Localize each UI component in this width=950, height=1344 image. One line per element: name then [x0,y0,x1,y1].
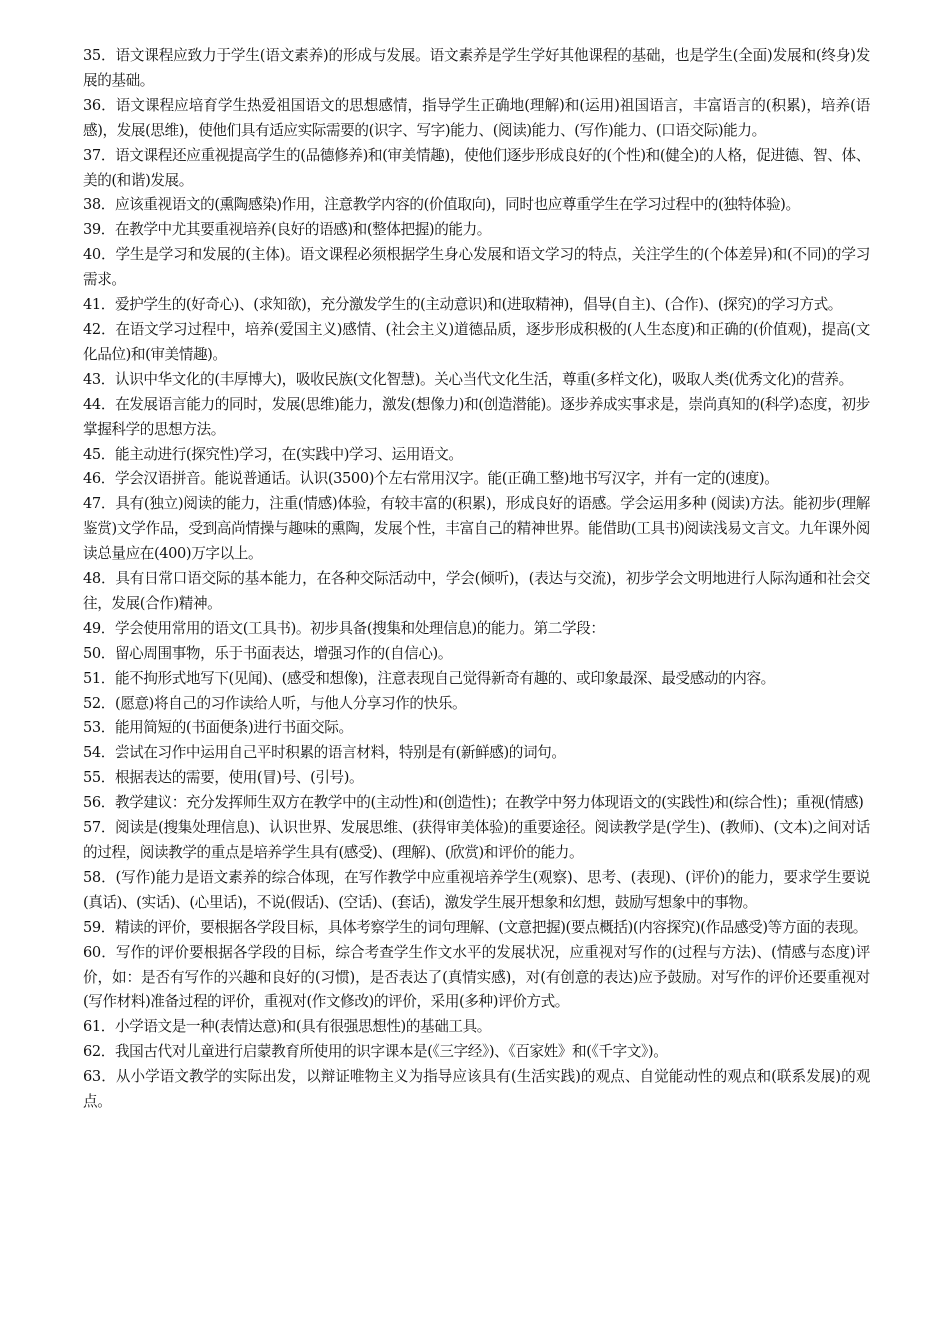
paragraph-43: 43．认识中华文化的(丰厚博大)，吸收民族(文化智慧)。关心当代文化生活，尊重(多样文化)，吸取人类(优秀文化)的营养。 [83,370,853,388]
paragraph-42: 42．在语文学习过程中，培养(爱国主义)感情、(社会主义)道德品质，逐步形成积极的(人生态度)和正确的(价值观)，提高(文化品位)和(审美情趣)。 [83,320,870,363]
paragraph-50: 50．留心周围事物，乐于书面表达，增强习作的(自信心)。 [83,644,453,662]
paragraph-49: 49．学会使用常用的语文(工具书)。初步具备(搜集和处理信息)的能力。第二学段： [83,619,605,637]
paragraph-40: 40．学生是学习和发展的(主体)。语文课程必须根据学生身心发展和语文学习的特点，关注学生的(个体差异)和(不同)的学习需求。 [83,246,870,289]
document-page [83,44,870,1115]
paragraph-47: 47．具有(独立)阅读的能力，注重(情感)体验，有较丰富的(积累)，形成良好的语感。学会运用多种 (阅读)方法。能初步(理解鉴赏)文学作品，受到高尚情操与趣味的熏陶，发展个性，丰富自己的精神世界。能借助(工具书)阅读浅易文言文。九年课外阅读总量应在(400)万字以上。 [83,495,870,563]
paragraph-61: 61．小学语文是一种(表情达意)和(具有很强思想性)的基础工具。 [83,1018,491,1036]
paragraph-45: 45．能主动进行(探究性)学习，在(实践中)学习、运用语文。 [83,445,463,463]
paragraph-63: 63．从小学语文教学的实际出发，以辩证唯物主义为指导应该具有(生活实践)的观点、自觉能动性的观点和(联系发展)的观点。 [83,1068,870,1111]
paragraph-59: 59．精读的评价，要根据各学段目标，具体考察学生的词句理解、(文意把握)(要点概括)(内容探究)(作品感受)等方面的表现。 [83,918,868,936]
paragraph-36: 36．语文课程应培育学生热爱祖国语文的思想感情，指导学生正确地(理解)和(运用)祖国语言，丰富语言的(积累)，培养(语感)，发展(思维)，使他们具有适应实际需要的(识字、写字)能力、(阅读)能力、(写作)能力、(口语交际)能力。 [83,96,870,139]
paragraph-41: 41．爱护学生的(好奇心)、(求知欲)，充分激发学生的(主动意识)和(进取精神)，倡导(自主)、(合作)、(探究)的学习方式。 [83,296,842,314]
paragraph-38: 38．应该重视语文的(熏陶感染)作用，注意教学内容的(价值取向)，同时也应尊重学生在学习过程中的(独特体验)。 [83,196,800,214]
paragraph-35: 35．语文课程应致力于学生(语文素养)的形成与发展。语文素养是学生学好其他课程的基础，也是学生(全面)发展和(终身)发展的基础。 [83,47,870,89]
paragraph-54: 54．尝试在习作中运用自己平时积累的语言材料，特别是有(新鲜感)的词句。 [83,744,566,762]
paragraph-60: 60．写作的评价要根据各学段的目标，综合考查学生作文水平的发展状况，应重视对写作的(过程与方法)、(情感与态度)评价，如：是否有写作的兴趣和良好的(习惯)，是否表达了(真情实感)，对(有创意的表达)应予鼓励。对写作的评价还要重视对(写作材料)准备过程的评价，重视对(作文修改)的评价，采用(多种)评价方式。 [83,943,870,1011]
paragraph-37: 37．语文课程还应重视提高学生的(品德修养)和(审美情趣)，使他们逐步形成良好的(个性)和(健全)的人格，促进德、智、体、美的(和谐)发展。 [83,146,870,189]
paragraph-44: 44．在发展语言能力的同时，发展(思维)能力，激发(想像力)和(创造潜能)。逐步养成实事求是，崇尚真知的(科学)态度，初步掌握科学的思想方法。 [83,395,870,438]
paragraph-46: 46．学会汉语拼音。能说普通话。认识(3500)个左右常用汉字。能(正确工整)地书写汉字，并有一定的(速度)。 [83,470,779,488]
paragraph-52: 52．(愿意)将自己的习作读给人听，与他人分享习作的快乐。 [83,694,467,712]
paragraph-48: 48．具有日常口语交际的基本能力，在各种交际活动中，学会(倾听)，(表达与交流)，初步学会文明地进行人际沟通和社会交往，发展(合作)精神。 [83,570,870,612]
paragraph-55: 55．根据表达的需要，使用(冒)号、(引号)。 [83,769,364,787]
paragraph-56: 56．教学建议：充分发挥师生双方在教学中的(主动性)和(创造性)；在教学中努力体现语文的(实践性)和(综合性)；重视(情感) [83,794,864,812]
paragraph-53: 53．能用简短的(书面便条)进行书面交际。 [83,719,353,737]
paragraph-57: 57．阅读是(搜集处理信息)、认识世界、发展思维、(获得审美体验)的重要途径。阅读教学是(学生)、(教师)、(文本)之间对话的过程，阅读教学的重点是培养学生具有(感受)、(理解)、(欣赏)和评价的能力。 [83,819,870,861]
paragraph-39: 39．在教学中尤其要重视培养(良好的语感)和(整体把握)的能力。 [83,221,491,239]
paragraph-51: 51．能不拘形式地写下(见闻)、(感受和想像)，注意表现自己觉得新奇有趣的、或印象最深、最受感动的内容。 [83,669,775,687]
paragraph-58: 58．(写作)能力是语文素养的综合体现，在写作教学中应重视培养学生(观察)、思考、(表现)、(评价)的能力，要求学生要说(真话)、(实话)、(心里话)，不说(假话)、(空话)、(套话)，激发学生展开想象和幻想，鼓励写想象中的事物。 [83,868,870,911]
paragraph-62: 62．我国古代对儿童进行启蒙教育所使用的识字课本是(《三字经》)、《百家姓》和(《千字文》)。 [83,1043,668,1061]
